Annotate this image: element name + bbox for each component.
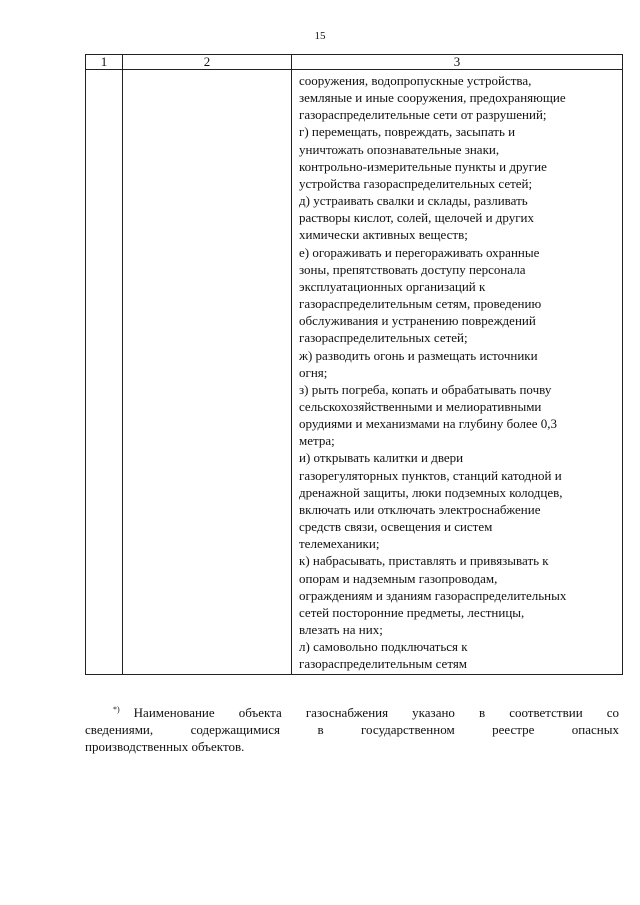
cell-text-line: эксплуатационных организаций к [299, 278, 486, 294]
footnote-line [85, 704, 619, 721]
cell-text-line: включать или отключать электроснабжение [299, 501, 541, 517]
cell-text-line: газораспределительным сетям [299, 656, 468, 672]
cell-text-line: е) огораживать и перегораживать охранные [299, 244, 540, 260]
cell-text-line: орудиями и механизмами на глубину более 0,3 [299, 416, 558, 432]
cell-text-line: ограждениям и зданиям газораспределительных [299, 587, 567, 603]
cell-text-line: ж) разводить огонь и размещать источники [299, 347, 538, 363]
cell-text-line: химически активных веществ; [299, 227, 468, 243]
footnote-text-line1: Наименование объекта газоснабжения указано в соответствии со [133, 705, 619, 720]
cell-text-line: сельскохозяйственными и мелиоративными [299, 398, 542, 414]
cell-text-line: метра; [299, 433, 335, 449]
document-table [85, 54, 623, 675]
table-cell-text [292, 70, 622, 674]
table-header-row [86, 55, 623, 70]
cell-text-line: сооружения, водопропускные устройства, [299, 73, 532, 88]
cell-text-line: зоны, препятствовать доступу персонала [299, 261, 526, 277]
footnote [85, 704, 619, 755]
cell-text-line: контрольно-измерительные пункты и другие [299, 158, 547, 174]
cell-text-line: д) устраивать свалки и склады, разливать [299, 193, 528, 209]
table-cell-col3 [292, 70, 623, 675]
cell-text-line: г) перемещать, повреждать, засыпать и [299, 124, 516, 140]
table-cell-col2 [123, 70, 292, 675]
footnote-marker: *) [113, 704, 120, 714]
cell-text-line: влезать на них; [299, 622, 383, 637]
cell-text-line: телемеханики; [299, 536, 380, 552]
cell-text-line: к) набрасывать, приставлять и привязывать к [299, 553, 549, 569]
cell-text-line: обслуживания и устранению повреждений [299, 313, 536, 329]
cell-text-line: и) открывать калитки и двери [299, 450, 464, 466]
cell-text-line: дренажной защиты, люки подземных колодцев, [299, 484, 563, 500]
cell-text-line: газораспределительных сетей; [299, 330, 468, 346]
cell-text-line: сетей посторонние предметы, лестницы, [299, 604, 525, 620]
cell-text-line: устройства газораспределительных сетей; [299, 175, 533, 191]
page-number: 15 [314, 30, 326, 42]
cell-text-line: л) самовольно подключаться к [299, 639, 468, 655]
column-header-3: 3 [292, 55, 623, 70]
cell-text-line: газораспределительные сети от разрушений; [299, 107, 547, 123]
table-row [86, 70, 623, 675]
cell-text-line: газорегуляторных пунктов, станций катодной и [299, 467, 562, 483]
cell-text-line: з) рыть погреба, копать и обрабатывать почву [299, 381, 552, 397]
cell-text-line: опорам и надземным газопроводам, [299, 570, 498, 586]
column-header-1: 1 [86, 55, 123, 70]
cell-text-line: огня; [299, 364, 328, 380]
cell-text-line: уничтожать опознавательные знаки, [299, 141, 500, 157]
cell-text-line: земляные и иные сооружения, предохраняющие [299, 90, 566, 106]
cell-text-line: средств связи, освещения и систем [299, 519, 493, 535]
column-header-2: 2 [123, 55, 292, 70]
footnote-text-line2: сведениями, содержащимися в государственном реестре опасных [85, 722, 619, 737]
footnote-text-line3: производственных объектов. [85, 739, 245, 754]
table-cell-col1 [86, 70, 123, 675]
cell-text-line: газораспределительным сетям, проведению [299, 296, 542, 312]
cell-text-line: растворы кислот, солей, щелочей и других [299, 210, 535, 226]
